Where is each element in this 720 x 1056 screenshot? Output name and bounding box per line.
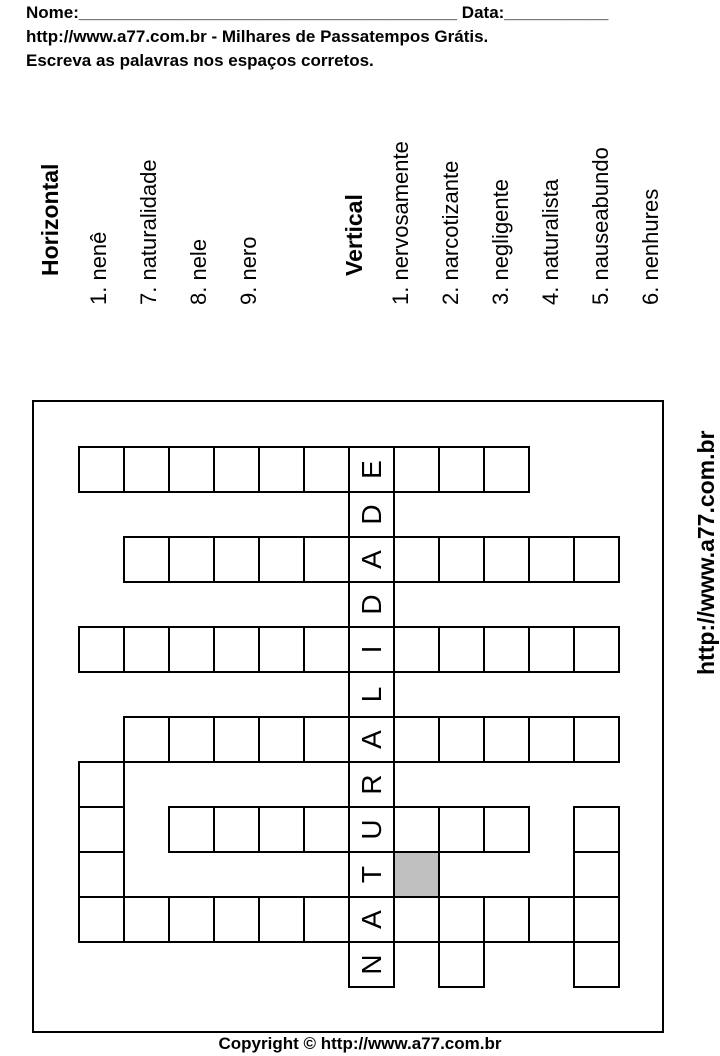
grid-cell[interactable]: [528, 536, 575, 583]
grid-cell[interactable]: [393, 446, 440, 493]
clue-item: 8. nele: [186, 238, 211, 305]
cell-letter: L: [355, 686, 387, 703]
grid-cell[interactable]: [258, 536, 305, 583]
grid-cell[interactable]: [438, 806, 485, 853]
grid-cell[interactable]: [438, 536, 485, 583]
grid-cell[interactable]: [303, 626, 350, 673]
grid-cell[interactable]: [78, 896, 125, 943]
grid-cell[interactable]: [348, 671, 395, 718]
grid-cell[interactable]: [303, 806, 350, 853]
grid-cell[interactable]: [213, 806, 260, 853]
clue-item: 4. naturalista: [538, 179, 563, 305]
grid-cell[interactable]: [78, 761, 125, 808]
grid-cell[interactable]: [348, 851, 395, 898]
grid-cell[interactable]: [348, 626, 395, 673]
grid-cell[interactable]: [393, 536, 440, 583]
horizontal-title: Horizontal: [37, 163, 63, 276]
grid-cell[interactable]: [393, 716, 440, 763]
grid-cell[interactable]: [348, 896, 395, 943]
clue-item: 1. nenê: [86, 231, 111, 305]
grid-cell[interactable]: [483, 626, 530, 673]
cell-letter: N: [355, 954, 387, 975]
grid-cell[interactable]: [123, 716, 170, 763]
grid-cell[interactable]: [573, 896, 620, 943]
grid-cell[interactable]: [573, 851, 620, 898]
grid-cell[interactable]: [258, 626, 305, 673]
grid-cell[interactable]: [213, 896, 260, 943]
grid-cell[interactable]: [348, 491, 395, 538]
instruction-line: Escreva as palavras nos espaços corretos.: [26, 51, 374, 70]
site-line: http://www.a77.com.br - Milhares de Passatempos Grátis.: [26, 27, 489, 46]
grid-cell[interactable]: [303, 716, 350, 763]
grid-cell[interactable]: [348, 581, 395, 628]
clue-item: 9. nero: [236, 236, 261, 305]
grid-cell[interactable]: [213, 536, 260, 583]
clue-item: 1. nervosamente: [388, 141, 413, 305]
grid-cell[interactable]: [528, 896, 575, 943]
grid-cell[interactable]: [258, 716, 305, 763]
grid-cell[interactable]: [348, 761, 395, 808]
grid-cell[interactable]: [573, 941, 620, 988]
clue-item: 3. negligente: [488, 179, 513, 305]
grid-cell[interactable]: [78, 851, 125, 898]
grid-cell[interactable]: [348, 446, 395, 493]
clue-item: 6. nenhures: [638, 188, 663, 305]
grid-cell[interactable]: [528, 716, 575, 763]
grid-cell[interactable]: [393, 806, 440, 853]
cell-letter: T: [355, 865, 387, 884]
grid-cell[interactable]: [213, 716, 260, 763]
grid-cell[interactable]: [303, 536, 350, 583]
clue-item: 7. naturalidade: [136, 159, 161, 305]
cell-letter: A: [355, 730, 387, 749]
grid-cell[interactable]: [393, 626, 440, 673]
grid-cell[interactable]: [123, 626, 170, 673]
cell-letter: U: [355, 819, 387, 840]
grid-cell[interactable]: [438, 446, 485, 493]
grid-cell[interactable]: [348, 941, 395, 988]
grid-cell[interactable]: [393, 851, 440, 898]
grid-cell[interactable]: [213, 626, 260, 673]
grid-cell[interactable]: [573, 536, 620, 583]
grid-cell[interactable]: [483, 896, 530, 943]
grid-cell[interactable]: [573, 626, 620, 673]
clue-item: 2. narcotizante: [438, 160, 463, 305]
grid-cell[interactable]: [168, 716, 215, 763]
grid-cell[interactable]: [483, 536, 530, 583]
grid-cell[interactable]: [78, 446, 125, 493]
grid-cell[interactable]: [303, 446, 350, 493]
grid-cell[interactable]: [123, 896, 170, 943]
vertical-title: Vertical: [341, 194, 367, 276]
cell-letter: A: [355, 550, 387, 569]
grid-cell[interactable]: [258, 806, 305, 853]
grid-cell[interactable]: [393, 896, 440, 943]
grid-cell[interactable]: [528, 626, 575, 673]
copyright: Copyright © http://www.a77.com.br: [218, 1034, 502, 1053]
grid-cell[interactable]: [348, 806, 395, 853]
grid-cell[interactable]: [483, 716, 530, 763]
grid-cell[interactable]: [303, 896, 350, 943]
grid-cell[interactable]: [168, 896, 215, 943]
grid-cell[interactable]: [78, 626, 125, 673]
grid-cell[interactable]: [573, 806, 620, 853]
name-date-line: Nome:________________________________________ Data:___________: [26, 3, 609, 22]
grid-cell[interactable]: [573, 716, 620, 763]
grid-cell[interactable]: [168, 536, 215, 583]
grid-cell[interactable]: [438, 896, 485, 943]
grid-cell[interactable]: [123, 446, 170, 493]
grid-cell[interactable]: [348, 536, 395, 583]
grid-cell[interactable]: [258, 446, 305, 493]
cell-letter: A: [355, 910, 387, 929]
clue-item: 5. nauseabundo: [588, 147, 613, 305]
grid-cell[interactable]: [123, 536, 170, 583]
cell-letter: D: [355, 594, 387, 615]
cell-letter: I: [355, 645, 387, 654]
grid-cell[interactable]: [483, 446, 530, 493]
grid-cell[interactable]: [168, 626, 215, 673]
grid-cell[interactable]: [213, 446, 260, 493]
grid-cell[interactable]: [483, 806, 530, 853]
grid-cell[interactable]: [438, 626, 485, 673]
cell-letter: E: [355, 460, 387, 479]
grid-cell[interactable]: [258, 896, 305, 943]
grid-cell[interactable]: [348, 716, 395, 763]
grid-cell[interactable]: [168, 806, 215, 853]
cell-letter: D: [355, 504, 387, 525]
grid-cell[interactable]: [438, 941, 485, 988]
side-url: http://www.a77.com.br: [693, 430, 719, 675]
grid-cell[interactable]: [78, 806, 125, 853]
grid-cell[interactable]: [438, 716, 485, 763]
grid-cell[interactable]: [168, 446, 215, 493]
cell-letter: R: [355, 774, 387, 795]
